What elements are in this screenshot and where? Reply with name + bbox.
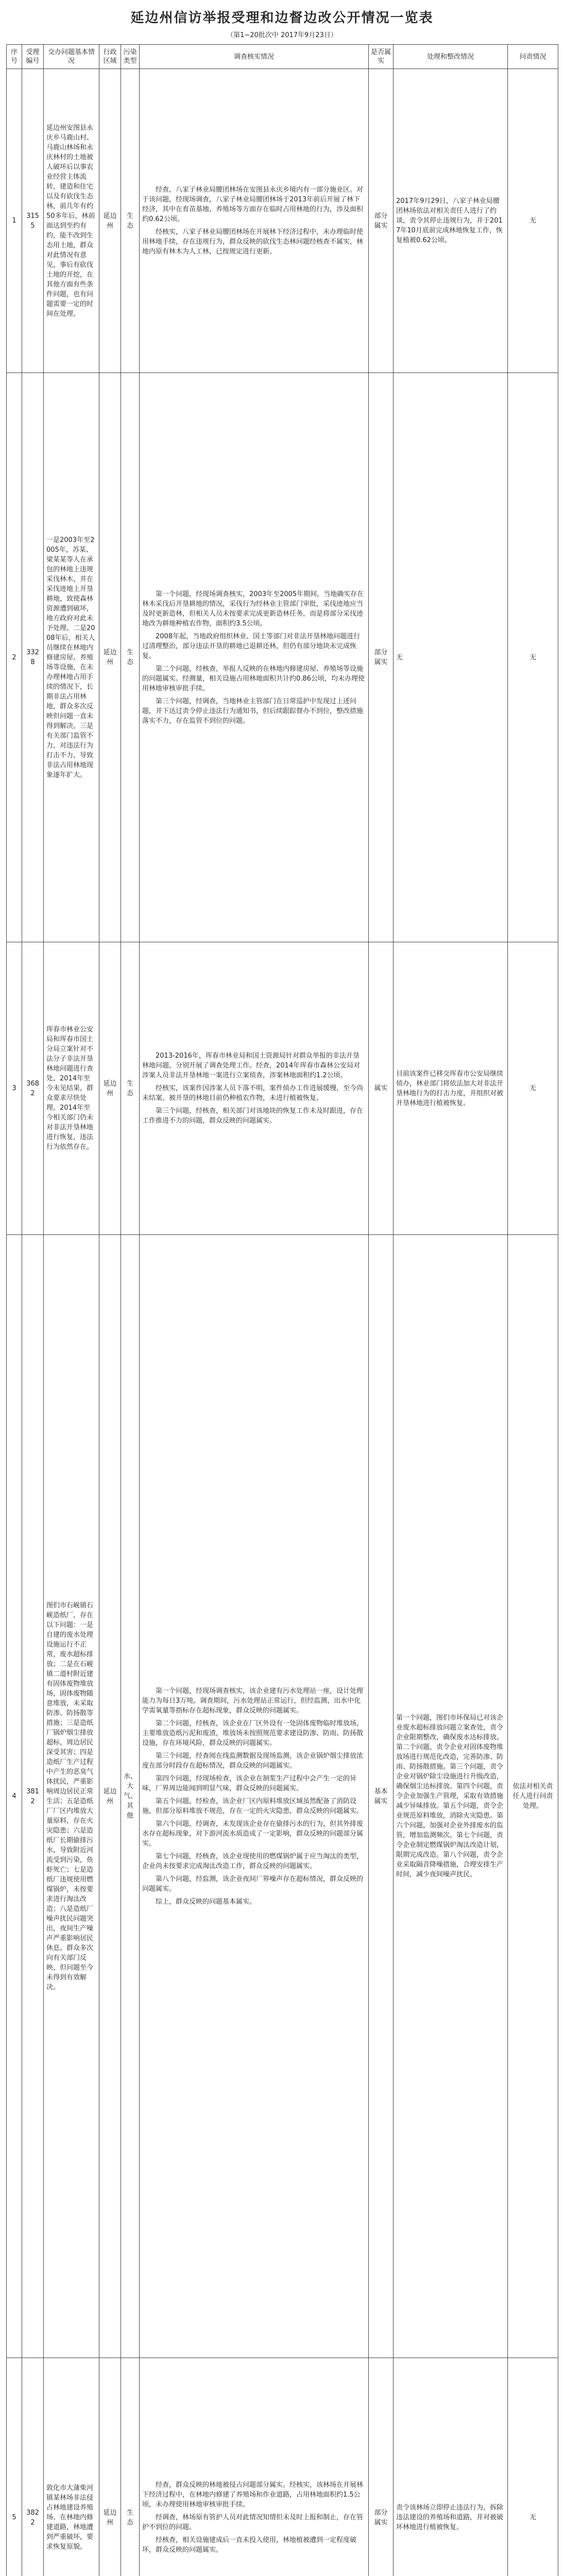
table-header-row	[7, 45, 558, 69]
cell-id: 3822	[22, 2358, 44, 2576]
cell-id: 3328	[22, 373, 44, 942]
cell-account: 无	[508, 69, 558, 373]
table-row	[7, 2358, 558, 2576]
cell-issue: 敦化市大蒲柴河镇某林场非法侵占林地建设养殖场、在林地内修建道路，林地遭到严重破坏，要求恢复原貌。	[44, 2358, 99, 2576]
cell-account: 无	[508, 942, 558, 1235]
findings-paragraph: 经查，八家子林业局腰团林场在安图县永庆乡境内有一部分施业区。对于该问题，经现场调查，八家子林业局腰团林场于2013年前后开展了林下经济，其中在育苗基地、养殖场等方面存在临时占用林地的行为，涉及面积约0.62公顷。	[142, 186, 364, 223]
cell-account: 依法对相关责任人进行问责处理。	[508, 1235, 558, 2358]
header-seq: 序号	[7, 45, 22, 69]
findings-paragraph: 第一个问题，经现场调查核实，该企业建有污水处理站一座，设计处理能力为每日3万吨。调查期间，污水处理站正常运行，但经监测，出水中化学需氧量等指标存在超标现象，群众反映的问题属实。	[142, 1687, 364, 1715]
findings-paragraph: 经核查，相关设施建成后一直未投入使用，林地植被遭到一定程度破坏，群众反映的问题属实。	[142, 2536, 357, 2554]
cell-region: 延边州	[99, 2358, 121, 2576]
cell-findings	[140, 69, 369, 373]
cell-type: 生态	[121, 2358, 140, 2576]
findings-paragraph: 经查，群众反映的林地被侵占问题部分属实。经核实，该林场在开展林下经济过程中，在林地内修建了养殖场和作业道路，占用林地面积约1.5公顷，未办理使用林地审核审批手续。	[142, 2481, 364, 2509]
cell-account: 无	[508, 373, 558, 942]
cell-type: 生态	[121, 942, 140, 1235]
findings-paragraph: 第三个问题，经核查，相关部门对该地块的恢复工作未及时跟进，存在工作推进不力的问题，群众反映的问题属实。	[142, 1107, 364, 1125]
findings-paragraph: 第六个问题，经调查，未发现该企业存在偷排污水的行为，但其外排废水存在超标现象，对下游河流水质造成了一定影响，群众反映的问题部分属实。	[142, 1820, 364, 1848]
header-id: 受理编号	[22, 45, 44, 69]
cell-region: 延边州	[99, 1235, 121, 2358]
cell-rectify: 目前该案件已移交珲春市公安局继续侦办，林业部门将依法加大对非法开垦林地行为的打击力度，并组织对被开垦林地进行植被恢复。	[394, 942, 508, 1235]
page-subtitle: （第1~20批次中 2017年9月23日）	[227, 31, 337, 39]
cell-region: 延边州	[99, 942, 121, 1235]
page-title: 延边州信访举报受理和边督边改公开情况一览表	[130, 10, 434, 26]
header-rectify: 处理和整改情况	[394, 45, 508, 69]
cell-rectify: 无	[394, 373, 508, 942]
header-account: 问责情况	[508, 45, 558, 69]
findings-paragraph: 第三个问题，经查阅在线监测数据及现场监测，该企业锅炉烟尘排放浓度在部分时段存在超标情况，群众反映的问题属实。	[142, 1752, 364, 1770]
cell-region: 延边州	[99, 69, 121, 373]
cell-region: 延边州	[99, 373, 121, 942]
findings-paragraph: 第四个问题，经现场检查，该企业在制浆生产过程中会产生一定的异味，厂界周边能闻到明显气味，群众反映的问题属实。	[142, 1774, 357, 1792]
findings-paragraph: 第一个问题，经现场调查核实，2003年至2005年期间，当地确实存在林木采伐后开垦耕地的情况，采伐行为经林业主管部门审批，采伐迹地应当及时更新造林，但相关人员未按要求完成更新造林任务，而是将部分采伐迹地改为耕地种植农作物，面积约3.5公顷。	[142, 590, 364, 628]
findings-paragraph: 综上，群众反映的问题基本属实。	[156, 1897, 257, 1906]
cell-rectify: 第一个问题，图们市环保局已对该企业废水超标排放问题立案查处，责令企业限期整改，确保废水达标排放。第二个问题，责令企业对固体废物堆放场进行规范化改造，完善防渗、防雨、防扬散措施。第三个问题，责令企业对锅炉除尘设施进行升级改造，确保烟尘达标排放。第四个问题，责令企业加强生产管理，采取有效措施减少异味排放。第五个问题，责令企业规范原料堆放，消除火灾隐患。第六个问题，加强对企业外排废水的监管，增加监测频次。第七个问题，责令企业制定燃煤锅炉淘汰改造计划，限期完成改造。第八个问题，责令企业采取隔音降噪措施，合理安排生产时间，减少夜间噪声扰民。	[394, 1235, 508, 2358]
cell-seq: 4	[7, 1235, 22, 2358]
findings-paragraph: 第二个问题，经核查，举报人反映的在林地内修建房屋、养殖场等设施的问题属实。经测量，相关设施占用林地面积共计约0.86公顷，均未办理使用林地审核审批手续。	[142, 665, 365, 692]
cell-findings	[140, 942, 369, 1235]
findings-paragraph: 第七个问题，经核查，该企业现使用的燃煤锅炉属于应当淘汰的类型，企业尚未按要求完成淘汰改造工作，群众反映的问题属实。	[142, 1852, 364, 1870]
cell-type: 生态	[121, 69, 140, 373]
cell-findings	[140, 1235, 369, 2358]
cell-findings	[140, 2358, 369, 2576]
header-region: 行政区域	[99, 45, 121, 69]
cell-seq: 5	[7, 2358, 22, 2576]
header-issue: 交办问题基本情况	[44, 45, 99, 69]
cell-seq: 1	[7, 69, 22, 373]
cell-truth: 基本属实	[369, 1235, 394, 2358]
findings-paragraph: 第五个问题，经检查，该企业厂区内原料堆放区域虽然配备了消防设施，但部分原料堆放不规范，存在一定的火灾隐患，群众反映的问题属实。	[142, 1797, 364, 1815]
report-table	[6, 44, 558, 2576]
findings-paragraph: 2013-2016年，珲春市林业局和国土资源局针对群众举报的非法开垦林地问题，分别开展了调查处理工作。经查，2014年珲春市森林公安局对涉案人员非法开垦林地一案进行立案侦查，涉案林地面积约1.2公顷。	[142, 1052, 361, 1079]
cell-truth: 部分属实	[369, 373, 394, 942]
cell-seq: 2	[7, 373, 22, 942]
findings-paragraph: 第三个问题，经调查，当地林业主管部门在日常巡护中发现过上述问题，并下达过责令停止违法行为通知书，但后续跟踪督办不到位，整改措施落实不力，存在监管不到位的问题。	[142, 697, 364, 725]
table-row	[7, 1235, 558, 2358]
cell-truth: 部分属实	[369, 69, 394, 373]
header-type: 污染类型	[121, 45, 140, 69]
cell-type: 水、大气、其他	[121, 1235, 140, 2358]
cell-id: 3812	[22, 1235, 44, 2358]
cell-id: 3155	[22, 69, 44, 373]
cell-type: 生态	[121, 373, 140, 942]
cell-issue: 一是2003年至2005年，苏某、梁某某等人在承包的林地上违规采伐林木，并在采伐迹地上开垦耕地，致使森林资源遭到破坏，地方政府对此未予处理。二是2008年后，相关人员继续在林地内修建房屋、养殖场等设施，在未办理林地占用手续的情况下，长期非法占用林地，群众多次反映但问题一直未得到解决。三是有关部门监管不力，对违法行为打击不力，导致非法占用林地现象逐年扩大。	[44, 373, 99, 942]
findings-paragraph: 经核实，八家子林业局腰团林场在开展林下经济过程中，未办理临时使用林地手续，存在违规行为，群众反映的砍伐生态林问题经核查不属实，林地内原有林木为人工林，已按规定进行更新。	[142, 228, 364, 256]
findings-paragraph: 第八个问题，经监测，该企业夜间厂界噪声存在超标情况，群众反映的问题属实。	[142, 1875, 364, 1893]
cell-account: 无	[508, 2358, 558, 2576]
findings-paragraph: 经调查，林场原有管护人员对此情况知情但未及时上报和制止，存在管护不到位的问题。	[142, 2514, 364, 2531]
table-body	[7, 69, 558, 2576]
cell-findings	[140, 373, 369, 942]
cell-issue: 图们市石岘镇石岘造纸厂，存在以下问题：一是自建的废水处理设施运行不正常，废水超标排放；二是在石岘镇二道村附近建有固体废物堆放场，固体废物随意堆放，未采取防渗、防扬散等措施；三是造纸厂锅炉烟尘排放超标，周边居民深受其害；四是造纸厂生产过程中产生的恶臭气体扰民，严重影响周边居民正常生活；五是造纸厂厂区内堆放大量原料，存在火灾隐患；六是造纸厂长期偷排污水，导致附近河流受到污染，鱼虾死亡；七是造纸厂违规使用燃煤锅炉，未按要求进行淘汰改造；八是造纸厂噪声扰民问题突出，夜间生产噪声严重影响居民休息。群众多次向有关部门反映，但问题至今未得到有效解决。	[44, 1235, 99, 2358]
findings-paragraph: 第二个问题，经核查，该企业在厂区外设有一处固体废物临时堆放场，主要堆放造纸污泥和废渣，堆放场未按照规范要求建设防渗、防雨、防扬散设施，存在环境风险，群众反映的问题属实。	[142, 1719, 364, 1747]
findings-paragraph: 经核实，该案件因涉案人员下落不明，案件侦办工作进展缓慢，至今尚未结案。被开垦的林地目前仍种植农作物，未进行植被恢复。	[142, 1084, 364, 1102]
table-row	[7, 942, 558, 1235]
table-row	[7, 69, 558, 373]
cell-rectify: 2017年9月29日，八家子林业局腰团林场依法对相关责任人进行了约谈，责令其停止违规行为，并于2017年10月底前完成林地恢复工作，恢复植被0.62公顷。	[394, 69, 508, 373]
cell-issue: 延边州安图县永庆乡马鹿山村、马鹿山林场和永庆林村的土地被人破坏后以事农业经营主体流转，建造和住宅以及有砍伐生态林，前几年有约 50多年后，林前面达到至约有约，能不改到生态用土地，群众对此情况有意见，事后有砍伐土地的开挖，在其他方面有些条件问题，也有问题需要一定的时间在处理。	[44, 69, 99, 373]
header-findings: 调查核实情况	[140, 45, 369, 69]
findings-paragraph: 2008年起，当地政府组织林业、国土等部门对非法开垦林地问题进行过清理整治，部分违法开垦的耕地已退耕还林，但仍有部分地块未完成恢复。	[142, 632, 361, 660]
cell-id: 3682	[22, 942, 44, 1235]
cell-rectify: 责令该林场立即停止违法行为，拆除违法建设的养殖场和道路，并对被破坏林地进行植被恢复。	[394, 2358, 508, 2576]
table-row	[7, 373, 558, 942]
cell-issue: 珲春市林业公安局和珲春市国土分局立案针对不法分子非法开垦林地问题进行查处，2014年至今未见结果，群众要求尽快处理。2014年至今相关部门仍未对非法开垦林地进行恢复，违法行为依然存在。	[44, 942, 99, 1235]
cell-truth: 部分属实	[369, 2358, 394, 2576]
header-truth: 是否属实	[369, 45, 394, 69]
cell-truth: 属实	[369, 942, 394, 1235]
cell-seq: 3	[7, 942, 22, 1235]
